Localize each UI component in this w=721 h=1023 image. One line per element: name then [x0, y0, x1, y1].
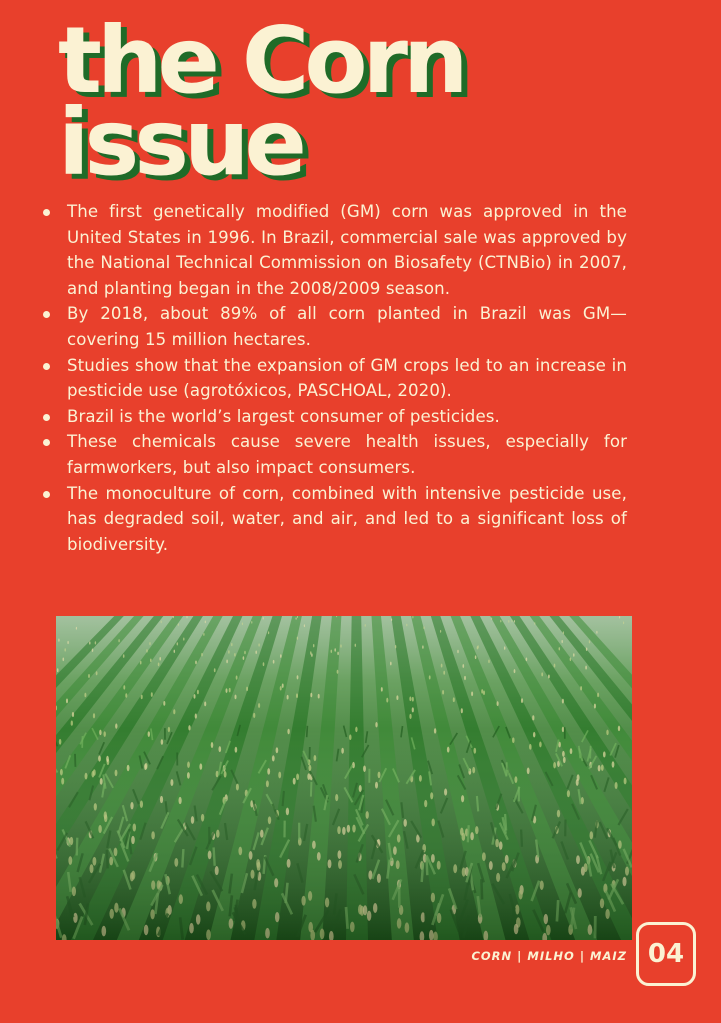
bullet-list: [40, 199, 627, 557]
title-line-1: the Corn: [58, 7, 464, 114]
bullet-dot-icon: [43, 363, 50, 370]
bullet-item: [40, 429, 627, 480]
bullet-text: The first genetically modified (GM) corn was approved in the United States in 1996. In Brazil, commercial sale was approved by the National Technical Commission on Biosafety (CTNBio) in 2007, and planting began in the 2008/2009 season.: [67, 202, 627, 298]
bullet-item: [40, 353, 627, 404]
bullet-text: Studies show that the expansion of GM crops led to an increase in pesticide use (agrotóxicos, PASCHOAL, 2020).: [67, 355, 627, 401]
page-title: [58, 7, 464, 196]
bullet-text: By 2018, about 89% of all corn planted in Brazil was GM—covering 15 million hectares.: [67, 304, 627, 349]
title-line-2: issue: [58, 89, 302, 196]
bullet-item: [40, 199, 627, 301]
page-number-badge: 04: [636, 922, 696, 986]
bullet-dot-icon: [43, 209, 50, 216]
footer-label: CORN | MILHO | MAIZ: [471, 949, 627, 963]
bullet-dot-icon: [43, 311, 50, 318]
bullet-text: Brazil is the world’s largest consumer of pesticides.: [67, 406, 500, 426]
bullet-dot-icon: [43, 491, 50, 498]
bullet-text: These chemicals cause severe health issues, especially for farmworkers, but also impact consumers.: [67, 432, 627, 477]
bullet-item: [40, 481, 627, 558]
bullet-item: [40, 404, 627, 430]
bullet-dot-icon: [43, 414, 50, 421]
bullet-item: [40, 301, 627, 352]
bullet-dot-icon: [43, 439, 50, 446]
corn-field-photo: [56, 616, 632, 940]
bullet-text: The monoculture of corn, combined with intensive pesticide use, has degraded soil, water, and air, and led to a significant loss of biodiversity.: [67, 483, 627, 554]
